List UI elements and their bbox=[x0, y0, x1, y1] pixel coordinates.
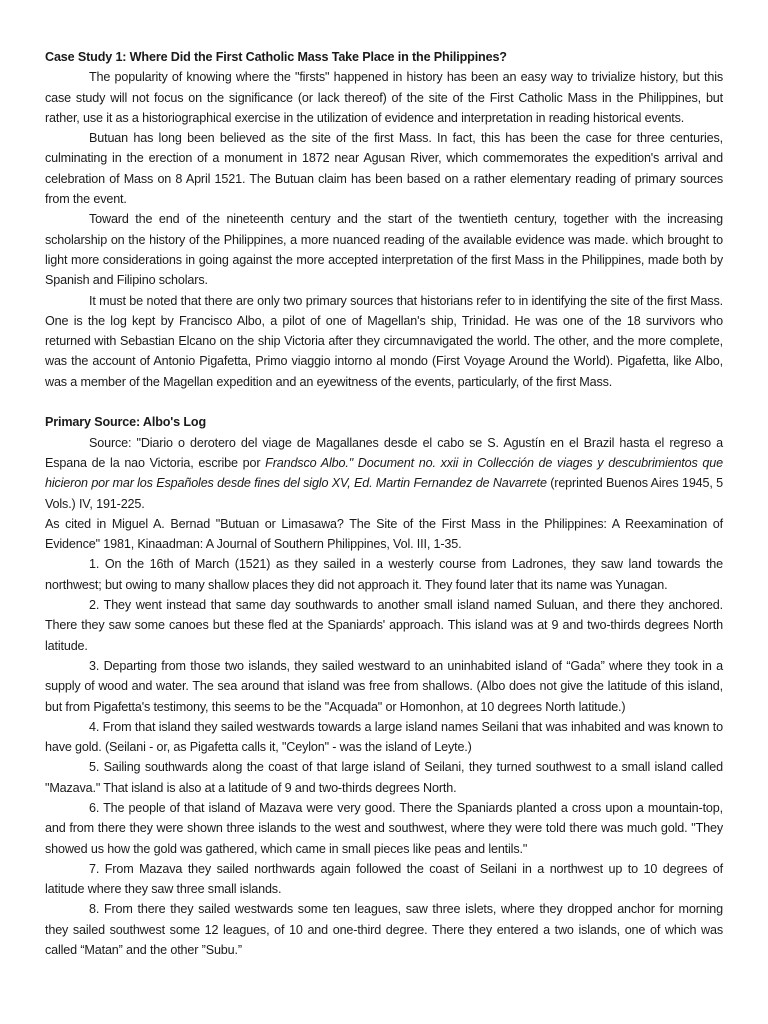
source-citation-prefix: Source: "Diario o derotero del viage de Magallanes desde el cabo se S. Agustín en el Brazil hasta el regreso a Espana de la nao Victoria, escribe por bbox=[45, 435, 723, 470]
case-study-paragraph-3: Toward the end of the nineteenth century and the start of the twentieth century, together with the increasing scholarship on the history of the Philippines, a more nuanced reading of the available evidence was made. which brought to light more considerations in going against the more accepted interpretation of the first Mass in the Philippines, made both by Spanish and Filipino scholars. bbox=[45, 212, 723, 288]
primary-source-title: Primary Source: Albo's Log bbox=[45, 415, 206, 430]
cited-reference: As cited in Miguel A. Bernad "Butuan or Limasawa? The Site of the First Mass in the Philippines: A Reexamination of Evidence" 1981, Kinaadman: A Journal of Southern Philippines, Vol. III, 1-35. bbox=[45, 516, 723, 552]
source-citation-suffix: (reprinted Buenos Aires 1945, 5 Vols.) IV, 191-225. bbox=[45, 476, 724, 511]
log-item-4: 4. From that island they sailed westwards towards a large island names Seilani that was inhabited and was known to have gold. (Seilani - or, as Pigafetta calls it, "Ceylon" - was the island of Leyte.) bbox=[45, 719, 723, 755]
log-item-3: 3. Departing from those two islands, they sailed westward to an uninhabited island of “Gada” where they took in a supply of wood and water. The sea around that island was free from shallows. (Albo does not give the latitude of this island, but from Pigafetta's testimony, this seems to be the "Acquada" or Homonhon, at 10 degrees North latitude.) bbox=[45, 658, 723, 714]
case-study-paragraph-1: The popularity of knowing where the "firsts" happened in history has been an easy way to trivialize history, but this case study will not focus on the significance (or lack thereof) of the site of the First Catholic Mass in the Philippines, but rather, use it as a historiographical exercise in the utilization of evidence and interpretation in reading historical events. bbox=[45, 70, 723, 125]
log-item-8: 8. From there they sailed westwards some ten leagues, saw three islets, where they dropped anchor for morning they sailed southwest some 12 leagues, of 10 and one-third degree. There they entered a two islands, one of which was called “Matan” and the other ”Subu.” bbox=[45, 902, 723, 958]
log-item-6: 6. The people of that island of Mazava were very good. There the Spaniards planted a cross upon a mountain-top, and from there they were shown three islands to the west and southwest, where they were told there was much gold. "They showed us how the gold was gathered, which came in small pieces like peas and lentils." bbox=[45, 800, 723, 856]
log-item-2: 2. They went instead that same day southwards to another small island named Suluan, and there they anchored. There they saw some canoes but these fled at the Spaniards' approach. This island was at 9 and two-thirds degrees North latitude. bbox=[45, 598, 723, 653]
section-spacer bbox=[45, 392, 723, 412]
source-citation-italic: Frandsco Albo." Document no. xxii in Collección de viages y descubrimientos que hicieron por mar los Españoles desde fines del siglo XV, Ed. Martin Fernandez de Navarrete bbox=[45, 455, 723, 491]
document-page bbox=[45, 47, 723, 960]
log-item-1: 1. On the 16th of March (1521) as they sailed in a westerly course from Ladrones, they saw land towards the northwest; but owing to many shallow places they did not approach it. They found later that its name was Yunagan. bbox=[45, 557, 723, 592]
log-item-5: 5. Sailing southwards along the coast of that large island of Seilani, they turned southwest to a small island called "Mazava." That island is also at a latitude of 9 and two-thirds degrees North. bbox=[45, 760, 723, 795]
case-study-paragraph-2: Butuan has long been believed as the site of the first Mass. In fact, this has been the case for three centuries, culminating in the erection of a monument in 1872 near Agusan River, which commemorates the expedition's arrival and celebration of Mass on 8 April 1521. The Butuan claim has been based on a rather elementary reading of primary sources from the event. bbox=[45, 131, 723, 207]
case-study-title: Case Study 1: Where Did the First Catholic Mass Take Place in the Philippines? bbox=[45, 50, 507, 64]
log-item-7: 7. From Mazava they sailed northwards again followed the coast of Seilani in a northwest up to 10 degrees of latitude where they saw three small islands. bbox=[45, 861, 723, 897]
case-study-paragraph-4: It must be noted that there are only two primary sources that historians refer to in identifying the site of the first Mass. One is the log kept by Francisco Albo, a pilot of one of Magellan's ship, Trinidad. He was one of the 18 survivors who returned with Sebastian Elcano on the ship Victoria after they circumnavigated the world. The other, and the more complete, was the account of Antonio Pigafetta, Primo viaggio intorno al mondo (First Voyage Around the World). Pigafetta, like Albo, was a member of the Magellan expedition and an eyewitness of the events, particularly, of the first Mass. bbox=[45, 293, 723, 389]
source-citation bbox=[45, 433, 723, 514]
